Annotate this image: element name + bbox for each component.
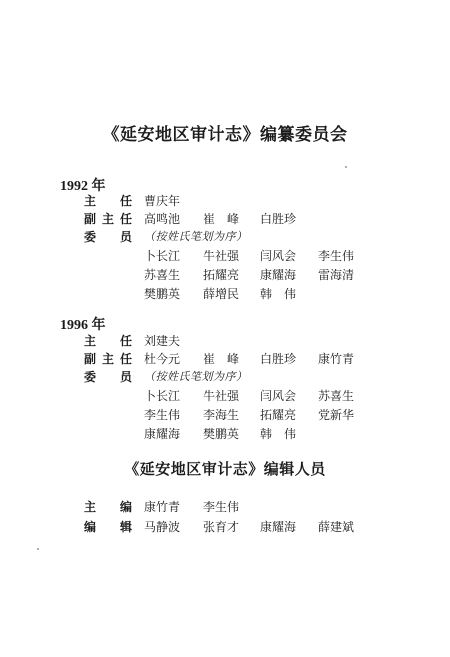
scan-speck: [345, 166, 347, 168]
person-name: 李生伟: [144, 408, 181, 422]
committee-title: 《延安地区审计志》编纂委员会: [102, 125, 348, 145]
person-name: 闫风会: [260, 249, 297, 263]
person-name: 康耀海: [260, 520, 297, 534]
person-name: 雷海清: [318, 268, 355, 282]
person-name: 韩 伟: [260, 287, 297, 301]
row-1992-members-1: [0, 247, 450, 265]
person-name: 卜长江: [144, 389, 181, 403]
person-name: 拓耀亮: [260, 408, 297, 422]
role-deputy-director: 副 主 任: [84, 212, 132, 226]
row-1992-members-3: [0, 285, 450, 303]
row-chief-editor: [0, 498, 450, 516]
row-1996-members-3: [0, 425, 450, 443]
person-name: 康竹青: [318, 352, 355, 366]
person-name: 卜长江: [144, 249, 181, 263]
person-name: 崔 峰: [203, 352, 240, 366]
ordering-note: （按姓氏笔划为序）: [144, 370, 248, 383]
person-name: 韩 伟: [260, 427, 297, 441]
role-editor: 编 辑: [84, 520, 132, 534]
row-1996-deputy: [0, 350, 450, 368]
person-name: 李生伟: [203, 500, 240, 514]
person-name: 樊鹏英: [144, 287, 181, 301]
person-name: 康耀海: [144, 427, 181, 441]
person-name: 马静波: [144, 520, 181, 534]
year-1992-heading: 1992 年: [60, 179, 106, 194]
person-name: 薛增民: [203, 287, 240, 301]
person-name: 牛社强: [203, 389, 240, 403]
person-name: 白胜珍: [260, 352, 297, 366]
person-name: 康耀海: [260, 268, 297, 282]
role-chief-editor: 主 编: [84, 500, 132, 514]
person-name: 杜今元: [144, 352, 181, 366]
person-name: 苏喜生: [144, 268, 181, 282]
year-1996-heading: 1996 年: [60, 318, 106, 333]
row-1992-director: [0, 192, 450, 210]
person-name: 康竹青: [144, 500, 181, 514]
role-deputy-director: 副 主 任: [84, 352, 132, 366]
person-name: 张育才: [203, 520, 240, 534]
person-name: 樊鹏英: [203, 427, 240, 441]
person-name: 闫风会: [260, 389, 297, 403]
row-1992-members-2: [0, 266, 450, 284]
editors-title: 《延安地区审计志》编辑人员: [124, 460, 326, 478]
ordering-note: （按姓氏笔划为序）: [144, 230, 248, 243]
row-1992-members-role: [0, 228, 450, 246]
person-name: 刘建夫: [144, 334, 181, 348]
row-editors: [0, 518, 450, 536]
role-members: 委 员: [84, 230, 132, 244]
person-name: 崔 峰: [203, 212, 240, 226]
person-name: 高鸣池: [144, 212, 181, 226]
row-1996-members-1: [0, 387, 450, 405]
person-name: 党新华: [318, 408, 355, 422]
role-director: 主 任: [84, 194, 132, 208]
person-name: 薛建斌: [318, 520, 355, 534]
row-1996-members-role: [0, 368, 450, 386]
person-name: 白胜珍: [260, 212, 297, 226]
role-director: 主 任: [84, 334, 132, 348]
scan-speck: [37, 548, 39, 550]
person-name: 李生伟: [318, 249, 355, 263]
role-members: 委 员: [84, 370, 132, 384]
person-name: 李海生: [203, 408, 240, 422]
row-1996-director: [0, 332, 450, 350]
person-name: 苏喜生: [318, 389, 355, 403]
row-1996-members-2: [0, 406, 450, 424]
person-name: 牛社强: [203, 249, 240, 263]
row-1992-deputy: [0, 210, 450, 228]
person-name: 曹庆年: [144, 194, 181, 208]
person-name: 拓耀亮: [203, 268, 240, 282]
